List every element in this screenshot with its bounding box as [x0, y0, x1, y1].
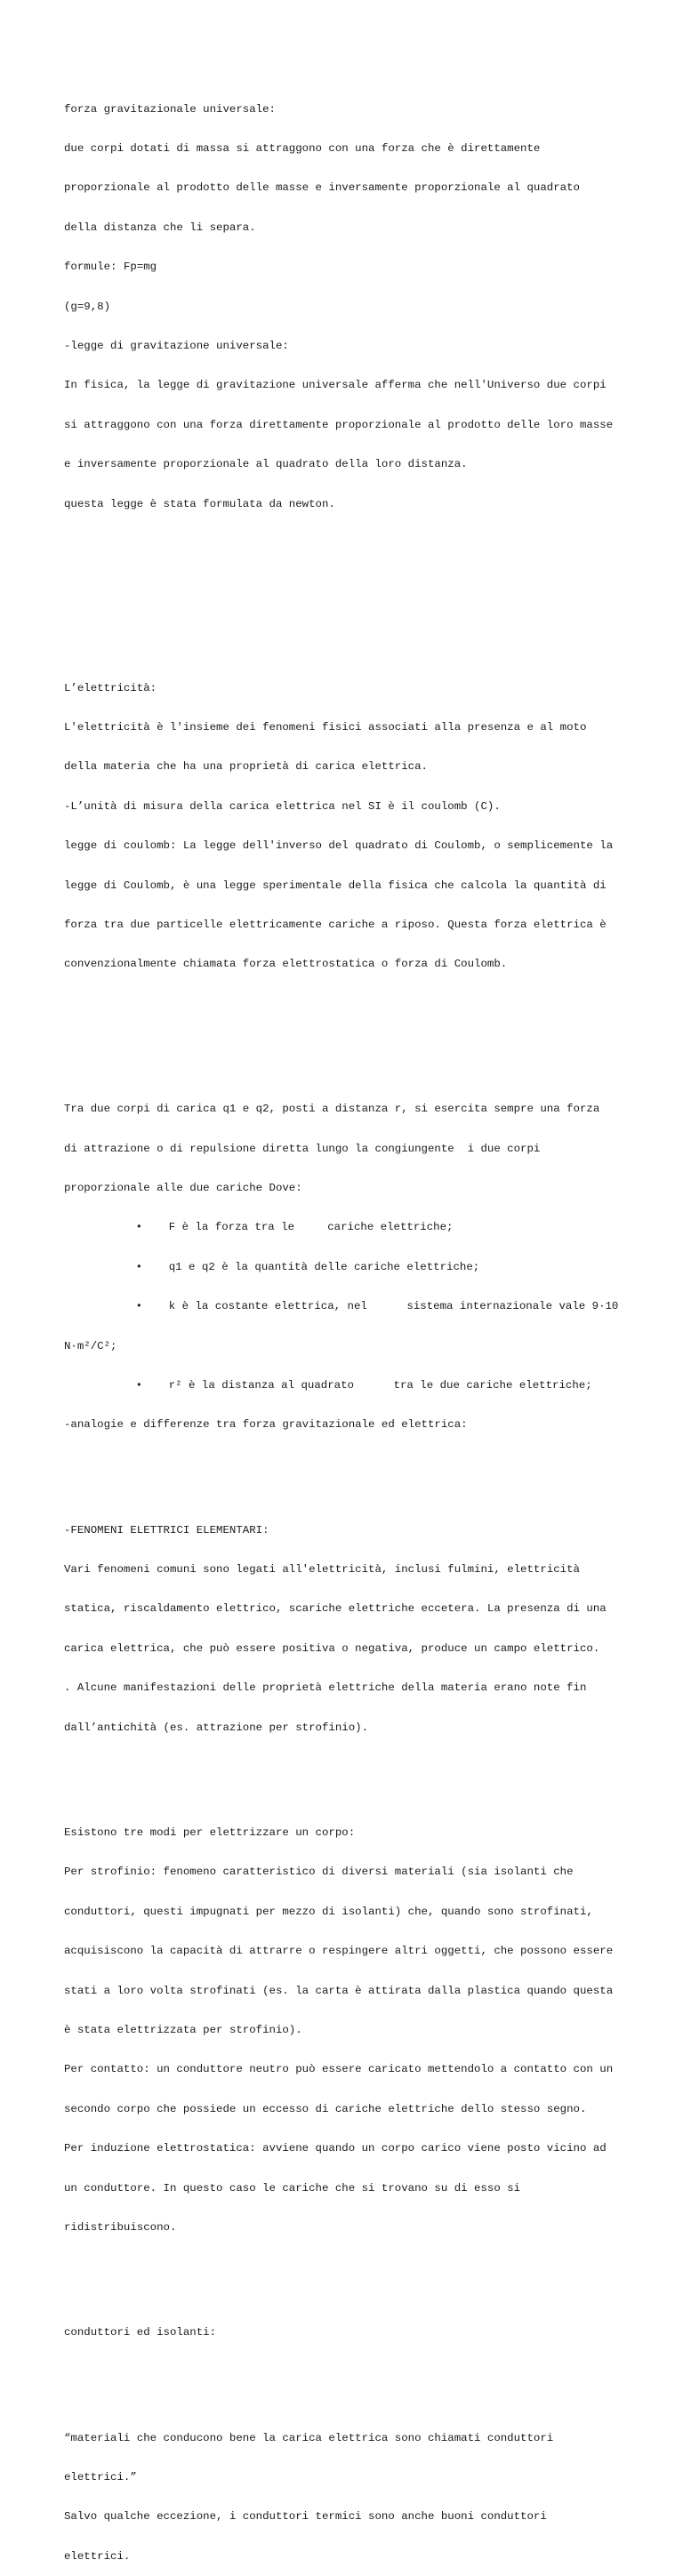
text-line: proporzionale alle due cariche Dove: — [64, 1181, 302, 1194]
text-line: Per induzione elettrostatica: avviene quando un corpo carico viene posto vicino ad — [64, 2142, 607, 2155]
bullet-icon: • — [135, 1260, 142, 1273]
formula-note: (g=9,8) — [64, 300, 111, 313]
document-body — [64, 76, 651, 2576]
list-item — [64, 1261, 651, 1274]
text-line: Salvo qualche eccezione, i conduttori termici sono anche buoni conduttori — [64, 2510, 547, 2524]
text-line: legge di Coulomb, è una legge sperimentale della fisica che calcola la quantità di — [64, 879, 607, 892]
text-line: forza tra due particelle elettricamente cariche a riposo. Questa forza elettrica è — [64, 919, 607, 931]
text-line: carica elettrica, che può essere positiva o negativa, produce un campo elettrico. — [64, 1641, 600, 1655]
blank-line — [64, 590, 651, 603]
formula-line: formule: Fp=mg — [64, 261, 157, 274]
text-line: acquisiscono la capacità di attrarre o respingere altri oggetti, che possono essere — [64, 1945, 614, 1958]
list-item-text: r² è la distanza al quadrato tra le due cariche elettriche; — [168, 1378, 592, 1392]
heading-universal-gravitation-law: -legge di gravitazione universale: — [64, 339, 289, 352]
text-line: un conduttore. In questo caso le cariche che si trovano su di esso si — [64, 2181, 521, 2195]
text-line: N·m²/C²; — [64, 1339, 117, 1352]
text-line: L'elettricità è l'insieme dei fenomeni fisici associati alla presenza e al moto — [64, 721, 587, 734]
text-line: della materia che ha una proprietà di carica elettrica. — [64, 760, 428, 774]
heading-analogies: -analogie e differenze tra forza gravitazionale ed elettrica: — [64, 1418, 468, 1432]
bullet-icon: • — [135, 1221, 142, 1234]
blank-line — [64, 1471, 651, 1484]
text-line: dall’antichità (es. attrazione per strofinio). — [64, 1721, 369, 1734]
text-line: della distanza che li separa. — [64, 221, 256, 234]
text-line: ridistribuiscono. — [64, 2220, 177, 2234]
heading-elementary-phenomena: -FENOMENI ELETTRICI ELEMENTARI: — [64, 1523, 269, 1537]
text-line: secondo corpo che possiede un eccesso di cariche elettriche dello stesso segno. — [64, 2102, 587, 2115]
blank-line — [64, 1011, 651, 1024]
text-line: Vari fenomeni comuni sono legati all'elettricità, inclusi fulmini, elettricità — [64, 1563, 580, 1577]
text-line: di attrazione o di repulsione diretta lungo la congiungente i due corpi — [64, 1142, 541, 1155]
heading-gravitational-force: forza gravitazionale universale: — [64, 102, 276, 116]
text-line: -L’unità di misura della carica elettrica nel SI è il coulomb (C). — [64, 799, 501, 813]
text-line: si attraggono con una forza direttamente proporzionale al prodotto delle loro masse — [64, 418, 614, 431]
text-line: Per strofinio: fenomeno caratteristico di diversi materiali (sia isolanti che — [64, 1866, 574, 1879]
blank-line — [64, 2274, 651, 2287]
text-line: elettrici. — [64, 2549, 131, 2563]
list-item-text: F è la forza tra le cariche elettriche; — [168, 1221, 454, 1234]
text-line: In fisica, la legge di gravitazione universale afferma che nell'Universo due corpi — [64, 379, 607, 392]
list-item — [64, 1300, 651, 1313]
text-line: conduttori, questi impugnati per mezzo di isolanti) che, quando sono strofinati, — [64, 1905, 593, 1918]
text-line: questa legge è stata formulata da newton. — [64, 497, 335, 510]
blank-line — [64, 550, 651, 564]
text-line: convenzionalmente chiamata forza elettrostatica o forza di Coulomb. — [64, 958, 508, 971]
text-line: stati a loro volta strofinati (es. la carta è attirata dalla plastica quando questa — [64, 1984, 614, 1997]
blank-line — [64, 1774, 651, 1787]
list-item — [64, 1221, 651, 1234]
text-line: proporzionale al prodotto delle masse e inversamente proporzionale al quadrato — [64, 181, 580, 195]
heading-conductors-insulators: conduttori ed isolanti: — [64, 2326, 217, 2339]
text-line: statica, riscaldamento elettrico, scariche elettriche eccetera. La presenza di una — [64, 1602, 607, 1616]
text-line: due corpi dotati di massa si attraggono con una forza che è direttamente — [64, 141, 541, 155]
blank-line — [64, 1050, 651, 1063]
bullet-icon: • — [135, 1378, 142, 1392]
list-item — [64, 1379, 651, 1392]
blank-line — [64, 629, 651, 642]
text-line: è stata elettrizzata per strofinio). — [64, 2023, 302, 2036]
bullet-icon: • — [135, 1300, 142, 1313]
heading-electrification-methods: Esistono tre modi per elettrizzare un corpo: — [64, 1826, 356, 1839]
heading-coulomb-law: legge di coulomb: La legge dell'inverso del quadrato di Coulomb, o semplicemente la — [64, 839, 614, 853]
heading-electricity: L’elettricità: — [64, 681, 157, 694]
quote-line: “materiali che conducono bene la carica elettrica sono chiamati conduttori — [64, 2431, 554, 2444]
text-line: . Alcune manifestazioni delle proprietà elettriche della materia erano note fin — [64, 1681, 587, 1695]
quote-line: elettrici.” — [64, 2471, 137, 2484]
blank-line — [64, 2379, 651, 2392]
list-item-text: q1 e q2 è la quantità delle cariche elettriche; — [168, 1260, 480, 1273]
text-line: Tra due corpi di carica q1 e q2, posti a distanza r, si esercita sempre una forza — [64, 1103, 600, 1116]
text-line: e inversamente proporzionale al quadrato della loro distanza. — [64, 458, 468, 471]
text-line: Per contatto: un conduttore neutro può essere caricato mettendolo a contatto con un — [64, 2063, 614, 2076]
list-item-text: k è la costante elettrica, nel sistema internazionale vale 9·10 — [168, 1300, 619, 1313]
